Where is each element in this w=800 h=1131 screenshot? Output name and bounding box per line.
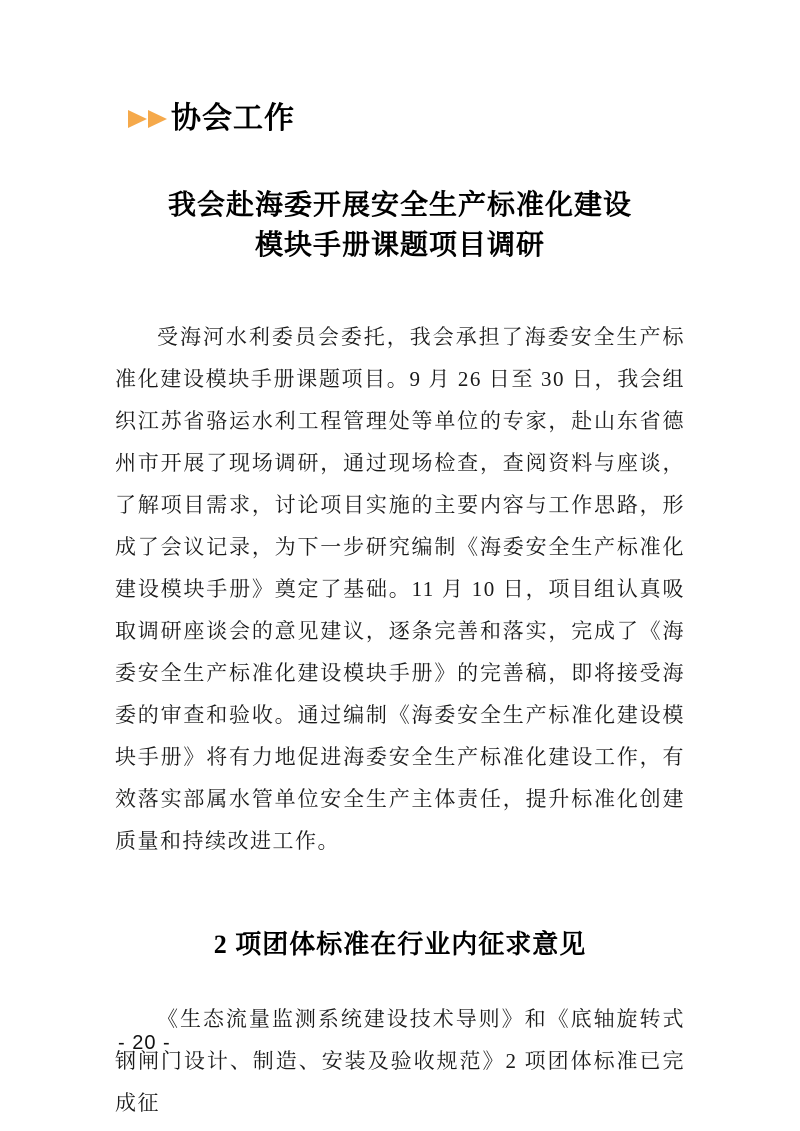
article1-title-line1: 我会赴海委开展安全生产标准化建设	[167, 190, 632, 221]
article2-body: 《生态流量监测系统建设技术导则》和《底轴旋转式钢闸门设计、制造、安装及验收规范》2 项团体标准已完成征	[115, 1007, 685, 1115]
page-number: - 20 -	[118, 1032, 171, 1054]
right-triangle-icon	[128, 110, 147, 128]
double-right-arrow-icon	[128, 110, 168, 128]
article1-title-line2: 模块手册课题项目调研	[254, 230, 545, 261]
section-header	[128, 100, 685, 138]
article1-title	[115, 186, 685, 266]
section-title: 协会工作	[171, 102, 295, 135]
article1-body: 受海河水利委员会委托，我会承担了海委安全生产标准化建设模块手册课题项目。9 月 26 日至 30 日，我会组织江苏省骆运水利工程管理处等单位的专家，赴山东省德州市开展了现场调研，通过现场检查，查阅资料与座谈，了解项目需求，讨论项目实施的主要内容与工作思路，形成了会议记录，为下一步研究编制《海委安全生产标准化建设模块手册》奠定了基础。11 月 10 日，项目组认真吸取调研座谈会的意见建议，逐条完善和落实，完成了《海委安全生产标准化建设模块手册》的完善稿，即将接受海委的审查和验收。通过编制《海委安全生产标准化建设模块手册》将有力地促进海委安全生产标准化建设工作，有效落实部属水管单位安全生产主体责任，提升标准化创建质量和持续改进工作。	[115, 325, 685, 853]
right-triangle-icon	[148, 110, 167, 128]
article2-title: 2 项团体标准在行业内征求意见	[213, 930, 587, 959]
